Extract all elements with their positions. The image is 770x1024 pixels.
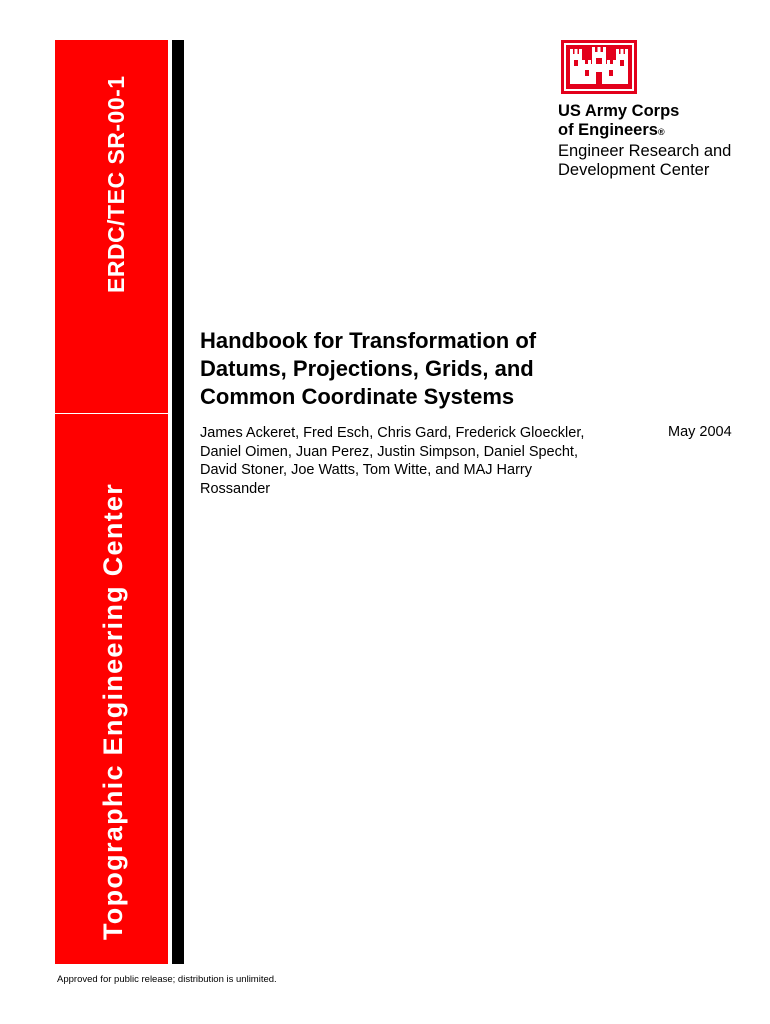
authors-line-3: David Stoner, Joe Watts, Tom Witte, and MAJ Harry (200, 462, 532, 478)
title-line-1: Handbook for Transformation of (200, 328, 537, 353)
castle-icon (561, 40, 637, 94)
report-id: ERDC/TEC SR-00-1 (103, 75, 129, 293)
release-statement: Approved for public release; distribution is unlimited. (57, 974, 277, 985)
center-name: Topographic Engineering Center (98, 482, 128, 940)
sidebar-black-bar (172, 40, 184, 964)
title-line-2: Datums, Projections, Grids, and (200, 356, 534, 381)
org-name-line2-wrap (558, 121, 731, 142)
org-name-line1: US Army Corps (558, 102, 680, 120)
publication-date: May 2004 (668, 424, 732, 440)
org-division-line2: Development Center (558, 161, 710, 179)
authors (200, 424, 620, 498)
authors-line-1: James Ackeret, Fred Esch, Chris Gard, Frederick Gloeckler, (200, 425, 585, 441)
org-name-line2: of Engineers (558, 121, 658, 139)
registered-mark: ® (657, 127, 665, 137)
organization-block (558, 102, 731, 180)
title-line-3: Common Coordinate Systems (200, 384, 515, 409)
sidebar-divider (55, 413, 168, 414)
org-division-line1: Engineer Research and (558, 142, 732, 160)
authors-line-4: Rossander (200, 480, 271, 497)
document-title (200, 327, 630, 411)
authors-line-2: Daniel Oimen, Juan Perez, Justin Simpson, Daniel Specht, (200, 443, 578, 460)
